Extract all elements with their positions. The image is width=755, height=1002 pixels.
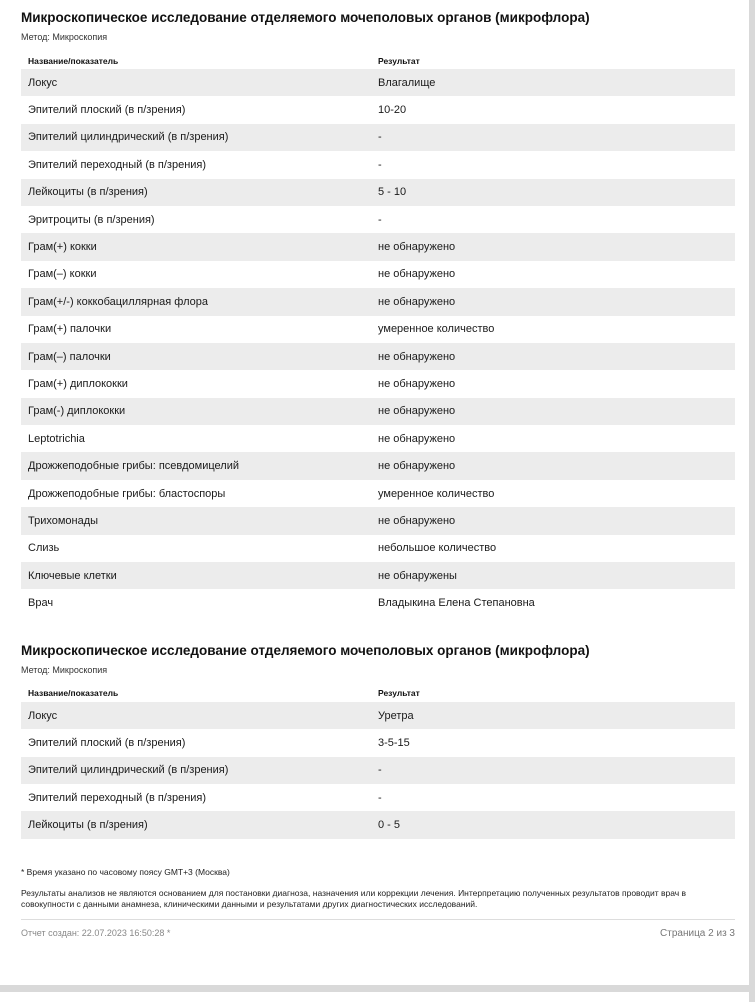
table-row: [21, 480, 735, 507]
indicator-name: Эпителий переходный (в п/зрения): [28, 158, 207, 171]
indicator-result: не обнаружено: [378, 432, 456, 445]
table-row: [21, 757, 735, 784]
indicator-name: Грам(–) кокки: [28, 268, 97, 281]
indicator-name: Грам(+) палочки: [28, 323, 112, 336]
table-row: [21, 233, 735, 260]
indicator-result: -: [378, 158, 382, 171]
table-row: [21, 562, 735, 589]
indicator-result: -: [378, 791, 382, 804]
table-row: [21, 343, 735, 370]
indicator-result: умеренное количество: [378, 323, 495, 336]
indicator-result: -: [371, 757, 735, 784]
indicator-result: Владыкина Елена Степановна: [378, 597, 535, 610]
indicator-name: Эпителий цилиндрический (в п/зрения): [21, 757, 371, 784]
table-row: [21, 124, 735, 151]
section-title: Микроскопическое исследование отделяемого мочеполовых органов (микрофлора): [21, 10, 590, 25]
page-number: Страница 2 из 3: [660, 927, 735, 939]
indicator-name: Эритроциты (в п/зрения): [28, 213, 155, 226]
table-row: [21, 69, 735, 96]
table-header-row: [21, 52, 735, 69]
indicator-name: Грам(+/-) коккобациллярная флора: [21, 288, 371, 315]
indicator-result: не обнаружено: [371, 233, 735, 260]
table-row: [21, 507, 735, 534]
indicator-result: не обнаружено: [378, 377, 456, 390]
results-table: [21, 52, 735, 617]
indicator-name: Лейкоциты (в п/зрения): [21, 179, 371, 206]
indicator-name: Leptotrichia: [28, 432, 85, 445]
indicator-result: не обнаружено: [371, 288, 735, 315]
indicator-name: Ключевые клетки: [21, 562, 371, 589]
table-row: [21, 425, 735, 452]
indicator-name: Эпителий плоский (в п/зрения): [28, 736, 186, 749]
indicator-name: Эпителий цилиндрический (в п/зрения): [21, 124, 371, 151]
indicator-result: 10-20: [378, 104, 407, 117]
table-row: [21, 179, 735, 206]
indicator-name: Грам(+) кокки: [21, 233, 371, 260]
indicator-result: небольшое количество: [378, 542, 497, 555]
indicator-name: Локус: [21, 702, 371, 729]
column-header-result: Результат: [378, 688, 420, 699]
indicator-name: Лейкоциты (в п/зрения): [21, 811, 371, 838]
indicator-result: не обнаружено: [371, 398, 735, 425]
indicator-result: Влагалище: [371, 69, 735, 96]
table-row: [21, 535, 735, 562]
table-row: [21, 151, 735, 178]
column-header-name: Название/показатель: [28, 55, 119, 66]
disclaimer-text: Результаты анализов не являются основанием для постановки диагноза, назначения или коррекции лечения. Интерпретацию полученных результатов проводит врач в совокупности с данными анамнеза, клиническими данными и результатами других диагностических исследований.: [21, 887, 687, 910]
microflora-section-vagina: [21, 10, 731, 617]
indicator-name: Эпителий переходный (в п/зрения): [28, 791, 207, 804]
next-page-edge: [0, 992, 749, 1002]
indicator-result: не обнаружено: [371, 343, 735, 370]
indicator-name: Врач: [28, 597, 54, 610]
indicator-name: Дрожжеподобные грибы: псевдомицелий: [21, 452, 371, 479]
timezone-note: * Время указано по часовому поясу GMT+3 (Москва): [21, 866, 230, 877]
column-header-result: Результат: [378, 55, 420, 66]
indicator-name: Грам(+) диплококки: [28, 377, 128, 390]
table-row: [21, 452, 735, 479]
table-row: [21, 589, 735, 616]
table-row: [21, 261, 735, 288]
page-footer: [21, 919, 735, 939]
indicator-name: Грам(–) палочки: [21, 343, 371, 370]
table-row: [21, 784, 735, 811]
indicator-name: Грам(-) диплококки: [21, 398, 371, 425]
table-row: [21, 702, 735, 729]
results-table: [21, 685, 735, 839]
table-row: [21, 96, 735, 123]
column-header-name: Название/показатель: [28, 688, 119, 699]
table-row: [21, 206, 735, 233]
indicator-name: Дрожжеподобные грибы: бластоспоры: [28, 487, 226, 500]
table-row: [21, 288, 735, 315]
indicator-result: не обнаружено: [371, 507, 735, 534]
indicator-result: 0 - 5: [371, 811, 735, 838]
table-row: [21, 398, 735, 425]
indicator-name: Трихомонады: [21, 507, 371, 534]
table-row: [21, 811, 735, 838]
indicator-name: Слизь: [28, 542, 60, 555]
microflora-section-urethra: [21, 643, 731, 839]
method-label: Метод: Микроскопия: [21, 32, 108, 42]
indicator-result: не обнаружено: [378, 268, 456, 281]
table-row: [21, 316, 735, 343]
indicator-name: Локус: [21, 69, 371, 96]
table-row: [21, 729, 735, 756]
indicator-name: Эпителий плоский (в п/зрения): [28, 104, 186, 117]
indicator-result: умеренное количество: [378, 487, 495, 500]
section-title: Микроскопическое исследование отделяемого мочеполовых органов (микрофлора): [21, 642, 590, 658]
indicator-result: 3-5-15: [378, 736, 410, 749]
table-row: [21, 370, 735, 397]
method-label: Метод: Микроскопия: [21, 664, 108, 675]
table-header-row: [21, 685, 735, 702]
indicator-result: 5 - 10: [371, 179, 735, 206]
indicator-result: Уретра: [371, 702, 735, 729]
indicator-result: не обнаружено: [371, 452, 735, 479]
indicator-result: не обнаружены: [371, 562, 735, 589]
indicator-result: -: [371, 124, 735, 151]
indicator-result: -: [378, 213, 382, 226]
report-created-timestamp: Отчет создан: 22.07.2023 16:50:28 *: [21, 927, 171, 938]
